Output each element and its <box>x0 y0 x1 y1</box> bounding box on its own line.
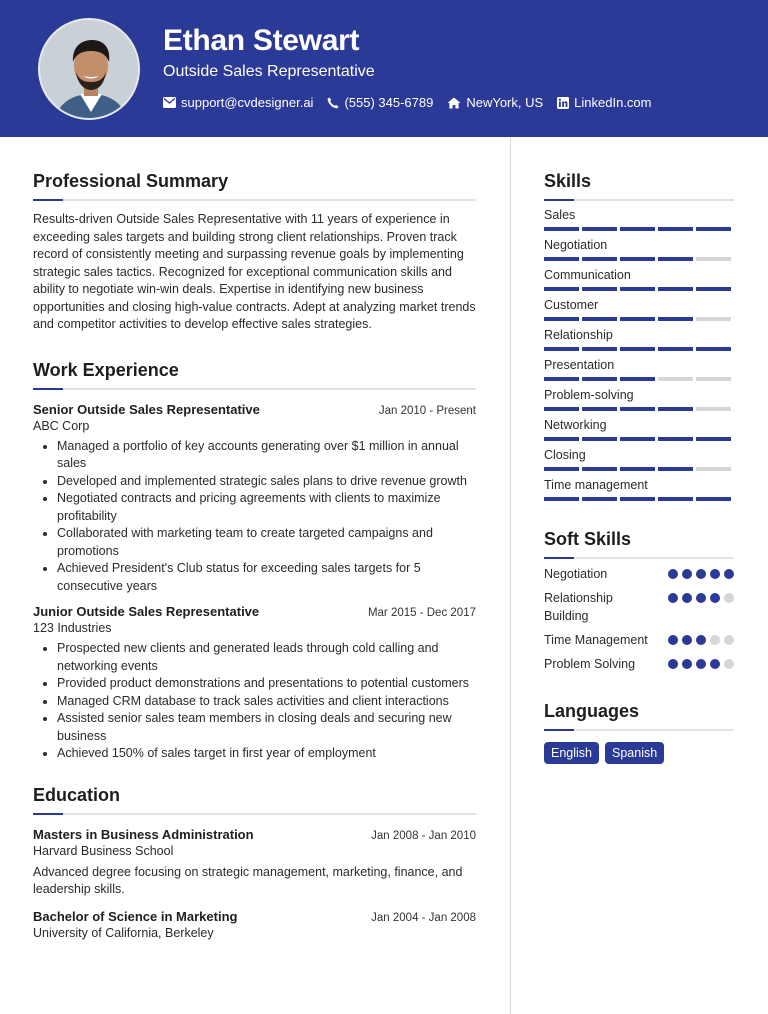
skill-level-segment <box>658 437 693 441</box>
degree-title: Bachelor of Science in Marketing <box>33 908 238 924</box>
education-entry <box>33 827 476 899</box>
rating-dot <box>724 635 734 645</box>
skill-level-segment <box>582 437 617 441</box>
job-company: ABC Corp <box>33 418 90 433</box>
list-item: • Negotiated contracts and pricing agreements with clients to maximize profitability <box>57 490 476 525</box>
section-rule <box>544 729 734 731</box>
skill-level-bar <box>544 497 734 501</box>
skill-level-segment <box>582 347 617 351</box>
skill-name: Relationship <box>544 328 613 342</box>
summary-heading: Professional Summary <box>33 171 229 191</box>
skill-level-bar <box>544 287 734 291</box>
job-date: Jan 2010 - Present <box>378 404 476 417</box>
degree-title: Masters in Business Administration <box>33 826 254 842</box>
skill-item <box>544 328 734 351</box>
section-rule <box>33 388 476 390</box>
skill-item <box>544 388 734 411</box>
skill-level-segment <box>582 287 617 291</box>
skill-level-segment <box>696 317 731 321</box>
skill-name: Networking <box>544 418 607 432</box>
section-rule <box>544 199 734 201</box>
skill-level-segment <box>696 437 731 441</box>
soft-skill-name: Negotiation <box>544 567 608 581</box>
skill-level-bar <box>544 407 734 411</box>
side-column <box>544 171 734 764</box>
skill-level-segment <box>696 227 731 231</box>
avatar-photo-icon <box>40 20 140 120</box>
education-heading: Education <box>33 784 121 805</box>
soft-skill-name: Problem Solving <box>544 657 636 671</box>
soft-skill-item <box>544 589 734 625</box>
skill-level-segment <box>620 287 655 291</box>
skill-level-bar <box>544 437 734 441</box>
section-rule <box>33 813 476 815</box>
job-title: Senior Outside Sales Representative <box>33 401 260 417</box>
skill-level-segment <box>620 377 655 381</box>
job-title: Junior Outside Sales Representative <box>33 604 260 619</box>
skill-level-segment <box>620 467 655 471</box>
skill-item <box>544 268 734 291</box>
candidate-title: Outside Sales Representative <box>163 63 375 80</box>
list-item: • Managed a portfolio of key accounts generating over $1 million in annual sales <box>57 438 476 473</box>
skill-item <box>544 358 734 381</box>
rating-dot <box>668 659 678 669</box>
skills-heading: Skills <box>544 171 592 191</box>
experience-section <box>33 360 476 763</box>
rating-dot <box>724 659 734 669</box>
skill-name: Time management <box>544 478 648 492</box>
contact-email[interactable] <box>163 95 313 110</box>
rating-dot <box>710 635 720 645</box>
phone-icon <box>327 97 339 109</box>
skill-level-segment <box>696 257 731 261</box>
rating-dot <box>668 635 678 645</box>
education-description: Advanced degree focusing on strategic management, marketing, finance, and leadership skills. <box>33 864 463 896</box>
skill-level-segment <box>544 227 579 231</box>
skill-name: Problem-solving <box>544 388 634 402</box>
rating-dot <box>668 569 678 579</box>
skill-level-segment <box>658 497 693 501</box>
skill-level-segment <box>544 467 579 471</box>
job-entry <box>33 604 476 763</box>
skills-section <box>544 171 734 501</box>
skill-item <box>544 238 734 261</box>
skill-item <box>544 478 734 501</box>
rating-dot <box>724 569 734 579</box>
soft-skill-item <box>544 631 734 649</box>
soft-skills-heading: Soft Skills <box>544 529 632 549</box>
rating-dot <box>682 593 692 603</box>
skill-name: Sales <box>544 208 576 222</box>
education-date: Jan 2004 - Jan 2008 <box>371 911 476 924</box>
skill-level-segment <box>696 287 731 291</box>
skill-level-segment <box>544 317 579 321</box>
skill-level-segment <box>696 467 731 471</box>
rating-dot <box>696 593 706 603</box>
languages-list <box>544 742 734 764</box>
skills-list <box>544 208 734 501</box>
skill-level-bar <box>544 467 734 471</box>
linkedin-icon <box>557 97 569 109</box>
skill-level-segment <box>658 407 693 411</box>
skill-level-bar <box>544 317 734 321</box>
skill-level-segment <box>620 227 655 231</box>
candidate-name: Ethan Stewart <box>163 24 360 57</box>
languages-section <box>544 701 734 764</box>
list-item: • Developed and implemented strategic sales plans to drive revenue growth <box>57 473 476 491</box>
contact-phone[interactable] <box>327 95 433 110</box>
languages-heading: Languages <box>544 701 640 721</box>
skill-level-segment <box>544 437 579 441</box>
education-section <box>33 785 476 940</box>
skill-level-segment <box>582 377 617 381</box>
skill-level-bar <box>544 347 734 351</box>
skill-level-segment <box>582 227 617 231</box>
list-item: • Provided product demonstrations and presentations to potential customers <box>57 675 476 693</box>
soft-skill-name: Relationship Building <box>544 591 613 623</box>
job-entry <box>33 402 476 596</box>
skill-level-segment <box>658 287 693 291</box>
skill-level-segment <box>620 407 655 411</box>
soft-skill-rating <box>668 593 734 603</box>
skill-level-segment <box>696 497 731 501</box>
skill-level-segment <box>658 347 693 351</box>
skill-level-segment <box>620 317 655 321</box>
section-rule <box>33 199 476 201</box>
rating-dot <box>696 659 706 669</box>
skill-level-segment <box>582 497 617 501</box>
list-item: • Prospected new clients and generated leads through cold calling and networking events <box>57 640 476 675</box>
email-icon <box>163 97 176 108</box>
column-divider <box>510 137 511 1014</box>
school-name: Harvard Business School <box>33 843 174 858</box>
skill-level-segment <box>544 347 579 351</box>
rating-dot <box>696 569 706 579</box>
skill-level-segment <box>582 317 617 321</box>
list-item: • Achieved President's Club status for exceeding sales targets for 5 consecutive years <box>57 560 476 595</box>
skill-level-segment <box>620 437 655 441</box>
job-company: 123 Industries <box>33 621 112 635</box>
contact-location[interactable] <box>447 95 543 110</box>
section-rule <box>544 557 734 559</box>
list-item: • Assisted senior sales team members in closing deals and securing new business <box>57 710 476 745</box>
skill-level-segment <box>658 257 693 261</box>
skill-level-bar <box>544 227 734 231</box>
skill-level-segment <box>620 347 655 351</box>
skill-name: Negotiation <box>544 238 608 252</box>
skill-level-segment <box>582 407 617 411</box>
language-badge: English <box>544 742 599 764</box>
skill-level-segment <box>544 407 579 411</box>
rating-dot <box>710 593 720 603</box>
avatar <box>38 18 140 120</box>
skill-level-segment <box>658 377 693 381</box>
language-badge: Spanish <box>605 742 664 764</box>
skill-level-segment <box>544 497 579 501</box>
school-name: University of California, Berkeley <box>33 925 214 940</box>
main-column <box>33 171 476 940</box>
skill-name: Customer <box>544 298 599 312</box>
skill-level-segment <box>620 497 655 501</box>
soft-skills-list <box>544 565 734 673</box>
soft-skill-rating <box>668 659 734 669</box>
rating-dot <box>696 635 706 645</box>
skill-item <box>544 208 734 231</box>
soft-skill-item <box>544 565 734 583</box>
education-date: Jan 2008 - Jan 2010 <box>371 829 476 842</box>
rating-dot <box>710 569 720 579</box>
job-bullets <box>33 640 476 763</box>
education-entry <box>33 909 476 940</box>
skill-level-segment <box>544 287 579 291</box>
skill-level-segment <box>544 257 579 261</box>
rating-dot <box>682 569 692 579</box>
contact-linkedin[interactable] <box>557 95 651 110</box>
skill-level-segment <box>582 257 617 261</box>
experience-heading: Work Experience <box>33 359 179 380</box>
skill-level-segment <box>696 377 731 381</box>
skill-level-bar <box>544 377 734 381</box>
job-date: Mar 2015 - Dec 2017 <box>367 607 476 619</box>
rating-dot <box>682 659 692 669</box>
skill-item <box>544 448 734 471</box>
soft-skill-rating <box>668 635 734 645</box>
skill-level-segment <box>696 347 731 351</box>
contact-email-text: support@cvdesigner.ai <box>181 95 314 110</box>
soft-skill-rating <box>668 569 734 579</box>
skill-level-segment <box>658 317 693 321</box>
summary-section <box>33 171 476 334</box>
skill-level-segment <box>544 377 579 381</box>
rating-dot <box>710 659 720 669</box>
contact-linkedin-text: LinkedIn.com <box>574 95 652 110</box>
skill-name: Presentation <box>544 358 615 372</box>
contact-location-text: NewYork, US <box>466 95 544 110</box>
list-item: • Managed CRM database to track sales activities and client interactions <box>57 693 476 711</box>
skill-level-segment <box>582 467 617 471</box>
skill-name: Communication <box>544 268 631 282</box>
rating-dot <box>682 635 692 645</box>
skill-item <box>544 298 734 321</box>
list-item: • Collaborated with marketing team to create targeted campaigns and promotions <box>57 525 476 560</box>
summary-text: Results-driven Outside Sales Representative with 11 years of experience in exceeding sales targets and building strong client relationships. Proven track record of consistently meeting and surpassing revenue goals by implementing strategic sales tactics. Recognized for exceptional communication skills and ability to negotiate win-win deals. Expertise in identifying new business opportunities and closing high-value contracts. Adept at analyzing market trends and competitor activities to develop effective sales strategies. <box>33 212 476 331</box>
job-bullets <box>33 438 476 596</box>
skill-item <box>544 418 734 441</box>
resume-header <box>0 0 768 137</box>
soft-skill-item <box>544 655 734 673</box>
soft-skill-name: Time Management <box>544 633 648 647</box>
rating-dot <box>724 593 734 603</box>
skill-level-segment <box>696 407 731 411</box>
skill-level-segment <box>658 227 693 231</box>
list-item: • Achieved 150% of sales target in first year of employment <box>57 745 476 763</box>
contact-phone-text: (555) 345-6789 <box>344 95 434 110</box>
soft-skills-section <box>544 529 734 673</box>
skill-level-segment <box>620 257 655 261</box>
contact-list <box>163 95 652 110</box>
home-icon <box>447 97 461 109</box>
skill-name: Closing <box>544 448 586 462</box>
rating-dot <box>668 593 678 603</box>
skill-level-segment <box>658 467 693 471</box>
skill-level-bar <box>544 257 734 261</box>
